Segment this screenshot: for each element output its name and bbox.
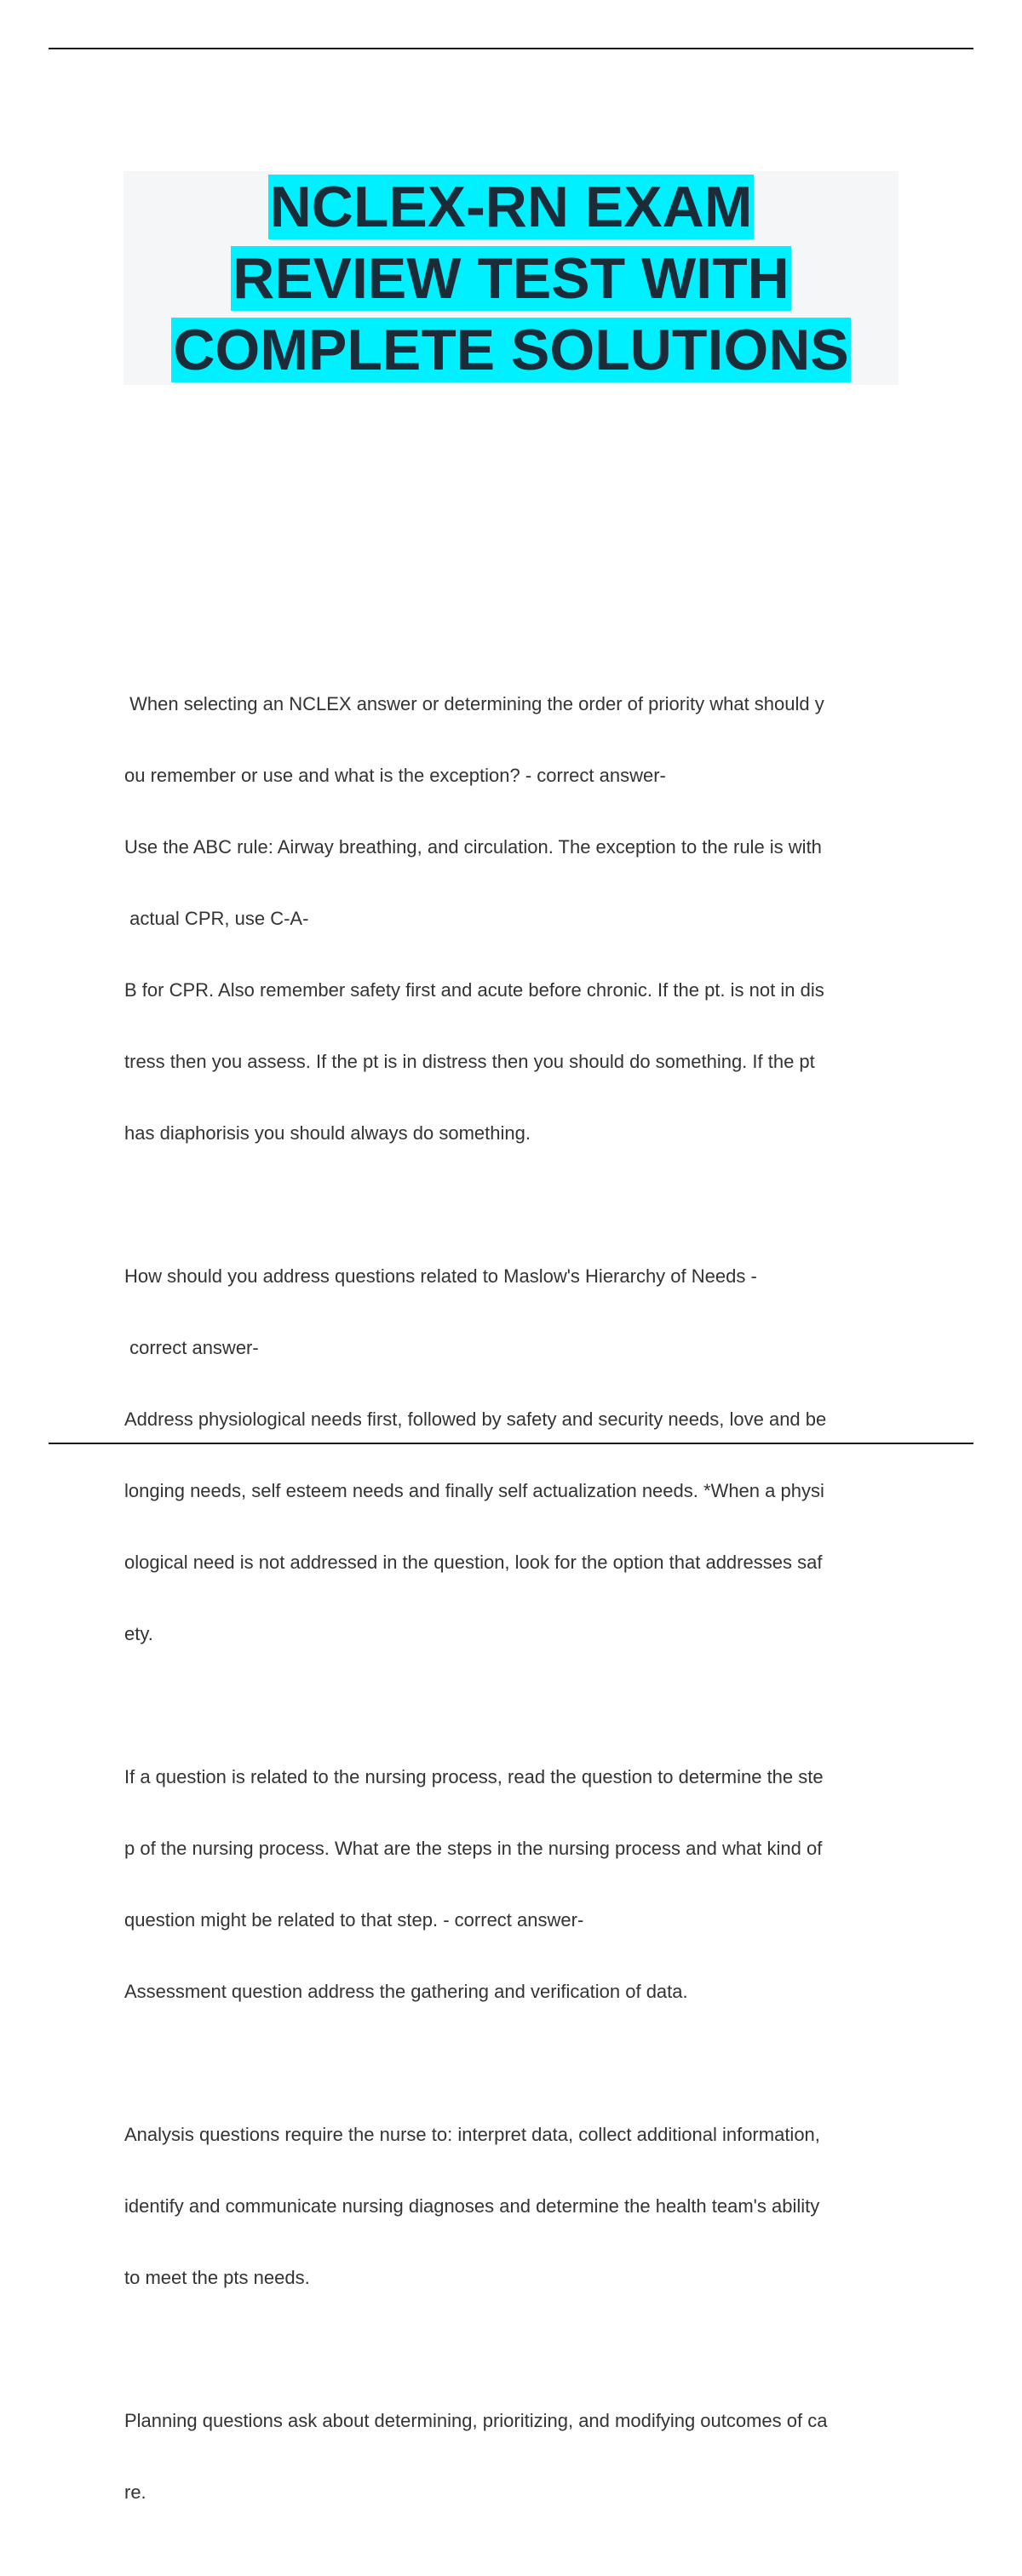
title-line-3: COMPLETE SOLUTIONS [173, 318, 849, 382]
text-line: ou remember or use and what is the exception? - correct answer- [124, 765, 666, 786]
text-line: correct answer- [124, 1337, 259, 1358]
title-line-2: REVIEW TEST WITH [233, 246, 789, 311]
text-line: has diaphorisis you should always do something. [124, 1122, 531, 1144]
document-title [123, 171, 899, 385]
text-line: actual CPR, use C-A- [124, 908, 309, 929]
bottom-rule [49, 1443, 973, 1444]
text-line: Address physiological needs first, followed by safety and security needs, love and be [124, 1408, 827, 1430]
text-line: to meet the pts needs. [124, 2267, 310, 2288]
document-body [124, 645, 904, 2576]
text-line: ety. [124, 1623, 153, 1644]
text-line: p of the nursing process. What are the steps in the nursing process and what kind of [124, 1838, 823, 1859]
analysis-paragraph [124, 2075, 904, 2338]
qa-maslow [124, 1217, 904, 1694]
text-line: B for CPR. Also remember safety first and acute before chronic. If the pt. is not in dis [124, 979, 824, 1001]
text-line: When selecting an NCLEX answer or determining the order of priority what should y [124, 693, 824, 714]
qa-nursing-process [124, 1718, 904, 2051]
text-line: identify and communicate nursing diagnoses and determine the health team's ability [124, 2195, 820, 2217]
text-line: Planning questions ask about determining, prioritizing, and modifying outcomes of ca [124, 2410, 828, 2431]
top-rule [49, 48, 973, 49]
text-line: longing needs, self esteem needs and finally self actualization needs. *When a physi [124, 1480, 824, 1501]
text-line: Assessment question address the gathering and verification of data. [124, 1981, 688, 2002]
text-line: question might be related to that step. - correct answer- [124, 1909, 584, 1931]
text-line: Use the ABC rule: Airway breathing, and circulation. The exception to the rule is with [124, 836, 822, 858]
qa-abc-rule [124, 645, 904, 1193]
text-line: ological need is not addressed in the question, look for the option that addresses saf [124, 1552, 823, 1573]
planning-paragraph [124, 2361, 904, 2552]
text-line: If a question is related to the nursing process, read the question to determine the ste [124, 1766, 824, 1787]
text-line: How should you address questions related to Maslow's Hierarchy of Needs - [124, 1265, 757, 1287]
text-line: re. [124, 2481, 146, 2503]
title-line-1: NCLEX-RN EXAM [269, 175, 753, 239]
text-line: Analysis questions require the nurse to: interpret data, collect additional information, [124, 2124, 820, 2145]
text-line: tress then you assess. If the pt is in distress then you should do something. If the pt [124, 1051, 815, 1072]
